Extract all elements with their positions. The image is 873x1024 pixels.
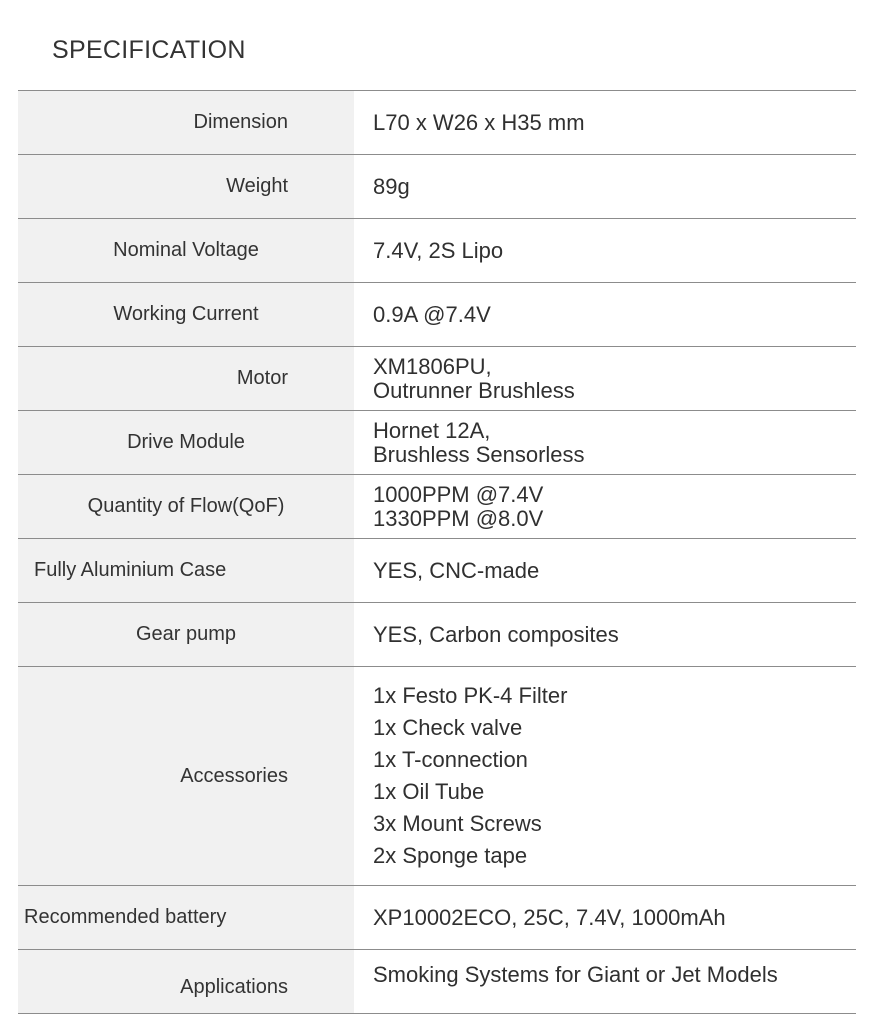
row-value: [354, 411, 856, 474]
value-line: 7.4V, 2S Lipo: [373, 237, 504, 263]
value-line: Hornet 12A,: [373, 417, 491, 443]
row-value: [354, 603, 856, 666]
row-value: [354, 91, 856, 154]
table-row: [18, 886, 856, 950]
row-value: [354, 283, 856, 346]
row-label: Recommended battery: [18, 886, 354, 949]
table-row: [18, 667, 856, 886]
value-line: YES, CNC-made: [373, 557, 540, 583]
value-line: 1330PPM @8.0V: [373, 505, 544, 531]
table-row: [18, 475, 856, 539]
row-value: [354, 886, 856, 949]
value-line: 3x Mount Screws: [373, 811, 542, 836]
value-line: 2x Sponge tape: [373, 843, 528, 868]
row-label: Dimension: [18, 91, 354, 154]
row-value: [354, 950, 856, 1013]
value-line: XP10002ECO, 25C, 7.4V, 1000mAh: [373, 904, 726, 930]
value-line: 1x Oil Tube: [373, 779, 485, 804]
value-line: 1x Festo PK-4 Filter: [373, 683, 568, 708]
row-label: Weight: [18, 155, 354, 218]
table-row: [18, 347, 856, 411]
row-value: [354, 219, 856, 282]
table-row: [18, 283, 856, 347]
value-line: 89g: [373, 173, 410, 199]
value-line: Brushless Sensorless: [373, 441, 585, 467]
row-value: [354, 539, 856, 602]
value-line: 0.9A @7.4V: [373, 301, 491, 327]
page-title: SPECIFICATION: [52, 36, 246, 64]
table-row: [18, 950, 856, 1014]
row-label: Drive Module: [18, 411, 354, 474]
row-value: [354, 667, 856, 885]
value-line: 1x T-connection: [373, 747, 528, 772]
row-value: [354, 347, 856, 410]
value-line: L70 x W26 x H35 mm: [373, 109, 585, 135]
row-label: Fully Aluminium Case: [18, 539, 354, 602]
row-label: Motor: [18, 347, 354, 410]
row-label: Accessories: [18, 667, 354, 885]
table-row: [18, 411, 856, 475]
row-value: [354, 155, 856, 218]
row-label: Quantity of Flow(QoF): [18, 475, 354, 538]
table-row: [18, 155, 856, 219]
table-row: [18, 91, 856, 155]
row-label: Gear pump: [18, 603, 354, 666]
value-line: YES, Carbon composites: [373, 621, 619, 647]
value-line: Outrunner Brushless: [373, 377, 575, 403]
row-value: [354, 475, 856, 538]
row-label: Working Current: [18, 283, 354, 346]
value-line: 1x Check valve: [373, 715, 523, 740]
table-row: [18, 219, 856, 283]
table-row: [18, 539, 856, 603]
specification-table: [18, 90, 856, 1014]
row-label: Nominal Voltage: [18, 219, 354, 282]
value-line: Smoking Systems for Giant or Jet Models: [373, 962, 778, 987]
value-line: 1000PPM @7.4V: [373, 481, 544, 507]
table-row: [18, 603, 856, 667]
value-line: XM1806PU,: [373, 353, 492, 379]
row-label: Applications: [18, 950, 354, 1013]
